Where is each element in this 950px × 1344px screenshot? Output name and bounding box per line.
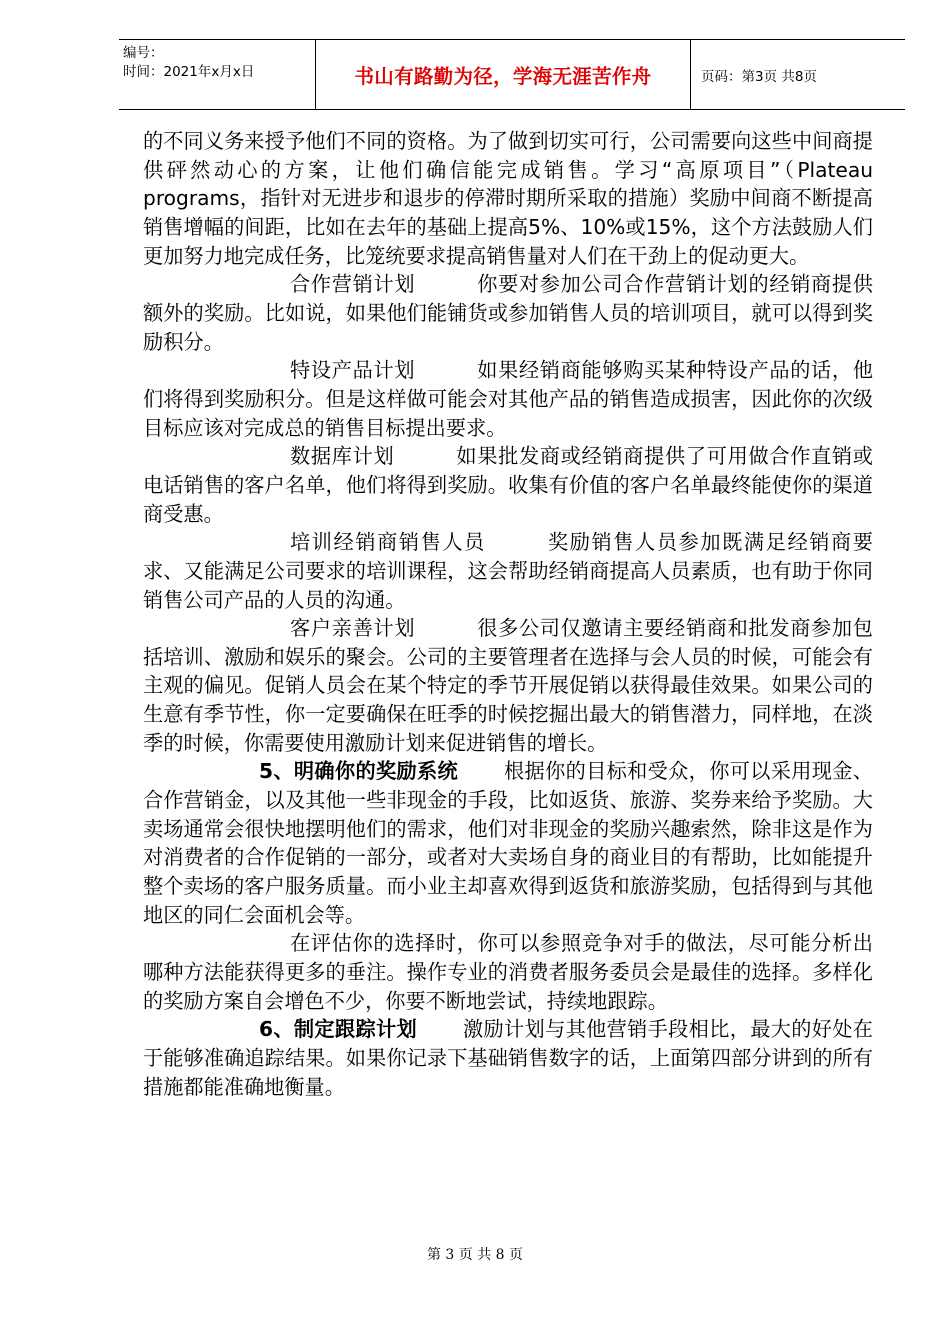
section-text: 根据你的目标和受众，你可以采用现金、合作营销金，以及其他一些非现金的手段，比如返货、旅游、奖券来给予奖励。大卖场通常会很快地摆明他们的需求，他们对非现金的奖励兴趣索然，除非这是作为对消费者的合作促销的一部分，或者对大卖场自身的商业目的有帮助，比如能提升整个卖场的客户服务质量。而小业主却喜欢得到返货和旅游奖励，包括得到与其他地区的同仁会面机会等。 bbox=[143, 759, 873, 927]
section-heading: 6、制定跟踪计划 bbox=[259, 1017, 417, 1042]
paragraph bbox=[143, 442, 873, 528]
page-header bbox=[119, 39, 905, 110]
header-meta bbox=[119, 40, 315, 109]
document-body bbox=[143, 127, 873, 1101]
item-text: 很多公司仅邀请主要经销商和批发商参加包括培训、激励和娱乐的聚会。公司的主要管理者在选择与会人员的时候，可能会有主观的偏见。促销人员会在某个特定的季节开展促销以获得最佳效果。如果公司的生意有季节性，你一定要确保在旺季的时候挖掘出最大的销售潜力，同样地，在淡季的时候，你需要使用激励计划来促进销售的增长。 bbox=[143, 616, 873, 755]
time-label: 时间：2021年x月x日 bbox=[123, 64, 255, 80]
item-label: 合作营销计划 bbox=[290, 272, 416, 297]
item-label: 数据库计划 bbox=[290, 444, 395, 469]
item-label: 客户亲善计划 bbox=[290, 616, 416, 641]
paragraph bbox=[143, 1015, 873, 1101]
paragraph bbox=[143, 528, 873, 614]
item-text: 奖励销售人员参加既满足经销商要求、又能满足公司要求的培训课程，这会帮助经销商提高人员素质，也有助于你同销售公司产品的人员的沟通。 bbox=[143, 530, 873, 612]
section-heading: 5、明确你的奖励系统 bbox=[259, 759, 459, 784]
item-text: 如果批发商或经销商提供了可用做合作直销或电话销售的客户名单，他们将得到奖励。收集有价值的客户名单最终能使你的渠道商受惠。 bbox=[143, 444, 873, 526]
number-label: 编号： bbox=[123, 45, 164, 61]
paragraph bbox=[143, 757, 873, 929]
page-footer: 第 3 页 共 8 页 bbox=[426, 1247, 524, 1263]
paragraph bbox=[143, 614, 873, 757]
paragraph: 的不同义务来授予他们不同的资格。为了做到切实可行，公司需要向这些中间商提供砰然动心的方案，让他们确信能完成销售。学习“高原项目”（Plateau programs，指针对无进步和退步的停滞时期所采取的措施）奖励中间商不断提高销售增幅的间距，比如在去年的基础上提高5%、10%或15%，这个方法鼓励人们更加努力地完成任务，比笼统要求提高销售量对人们在干劲上的促动更大。 bbox=[143, 129, 873, 268]
item-label: 特设产品计划 bbox=[290, 358, 416, 383]
item-text: 如果经销商能够购买某种特设产品的话，他们将得到奖励积分。但是这样做可能会对其他产品的销售造成损害，因此你的次级目标应该对完成总的销售目标提出要求。 bbox=[143, 358, 873, 440]
item-label: 培训经销商销售人员 bbox=[290, 530, 486, 555]
paragraph bbox=[143, 270, 873, 356]
header-motto: 书山有路勤为径，学海无涯苦作舟 bbox=[315, 40, 691, 109]
paragraph bbox=[143, 356, 873, 442]
section-text: 激励计划与其他营销手段相比，最大的好处在于能够准确追踪结果。如果你记录下基础销售数字的话，上面第四部分讲到的所有措施都能准确地衡量。 bbox=[143, 1017, 873, 1099]
item-text: 你要对参加公司合作营销计划的经销商提供额外的奖励。比如说，如果他们能铺货或参加销售人员的培训项目，就可以得到奖励积分。 bbox=[143, 272, 873, 354]
paragraph: 在评估你的选择时，你可以参照竞争对手的做法，尽可能分析出哪种方法能获得更多的垂注。操作专业的消费者服务委员会是最佳的选择。多样化的奖励方案自会增色不少，你要不断地尝试，持续地跟踪。 bbox=[143, 931, 873, 1013]
header-page-info: 页码：第3页 共8页 bbox=[701, 68, 817, 85]
